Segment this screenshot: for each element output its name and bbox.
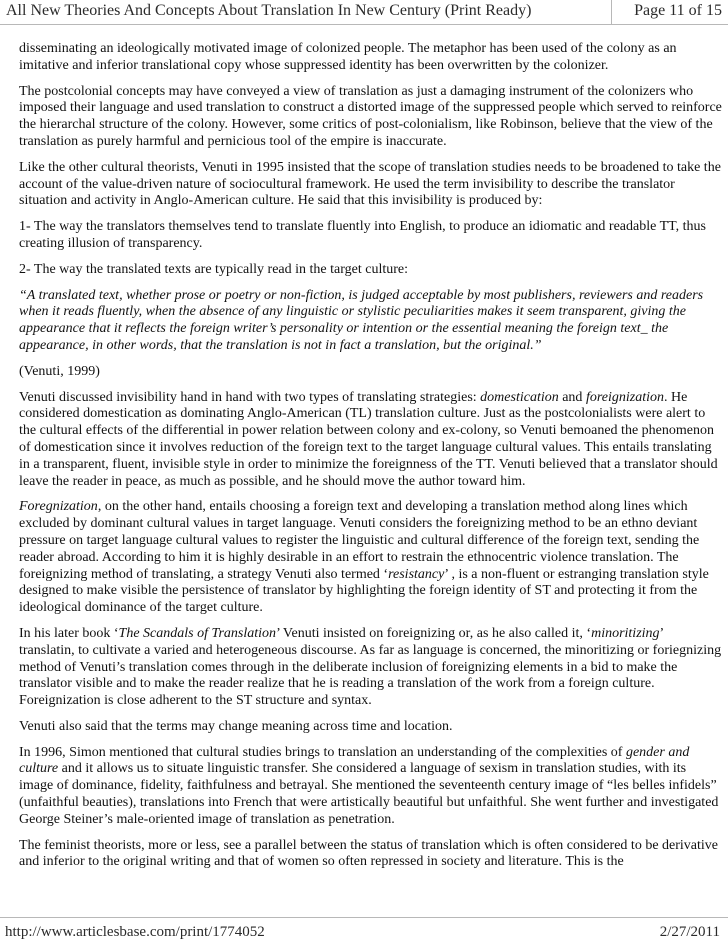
emphasis: resistancy [388, 566, 445, 582]
citation: (Venuti, 1999) [19, 363, 100, 379]
text-run: and it allows us to situate linguistic transfer. She considered a language of sexism in translation studies, with its image of dominance, fidelity, faithfulness and betrayal. She mentioned the seventeenth century image of “les belles infidels” (unfaithful beauties), translations into French that were artistically beautiful but unfaithful. She went further and investigated George Steiner’s male-oriented image of translation as penetration. [19, 761, 719, 827]
text-run: ’ translatin, to cultivate a varied and heterogeneous discourse. As far as language is concerned, the minoritizing or foriegnizing method of Venuti’s translation comes through in the deliberate inclusion of foreignizing elements in a bid to make the translator visible and to make the reader realize that he is reading a translation of the work from a foreign culture. Foreignization is close adherent to the ST structure and syntax. [19, 625, 722, 709]
paragraph: The postcolonial concepts may have conveyed a view of translation as just a damaging instrument of the colonizers who imposed their language and used translation to construct a distorted image of the suppressed people which served to reinforce the hierarchal structure of the colony. However, some critics of post-colonialism, like Robinson, believe that the view of the translation as purely harmful and pernicious tool of the empire is inaccurate. [19, 83, 722, 149]
block-quote [19, 288, 722, 355]
text-run: Venuti discussed invisibility hand in hand with two types of translating strategies: [19, 389, 481, 405]
text-run: . He considered domestication as dominating Anglo-American (TL) translation culture. Just as the postcolonialists were alert to the cultural effects of the differential in power relation between colony and ex-colony, so Venuti bemoaned the phenomenon of domestication since it involves reduction of the foreign text to the target language cultural values. This entails translating in a transparent, fluent, invisible style in order to minimize the foreignness of the TT. Venuti believed that a translator should leave the reader in peace, as much as possible, and he should move the author toward him. [19, 389, 718, 489]
paragraph: 1- The way the translators themselves tend to translate fluently into English, to produce an idiomatic and readable TT, thus creating illusion of transparency. [19, 219, 706, 251]
emphasis: Foregnization [19, 499, 98, 515]
text-run: ’ Venuti insisted on foreignizing or, as he also called it, ‘ [276, 625, 592, 641]
emphasis: gender and culture [19, 744, 690, 777]
page-number: Page 11 of 15 [634, 2, 722, 19]
paragraph: The feminist theorists, more or less, see a parallel between the status of translation which is often considered to be derivative and inferior to the original writing and that of women so often repressed in society and literature. This is the [19, 837, 719, 870]
paragraph: 2- The way the translated texts are typically read in the target culture: [19, 261, 408, 277]
emphasis: foreignization [585, 389, 664, 405]
source-url[interactable]: http://www.articlesbase.com/print/1774052 [5, 924, 265, 940]
paragraph [19, 390, 722, 491]
emphasis: minoritizing [591, 625, 660, 641]
paragraph: Venuti also said that the terms may change meaning across time and location. [19, 718, 453, 734]
paragraph [19, 626, 722, 710]
emphasis: domestication [480, 389, 559, 405]
print-date: 2/27/2011 [659, 924, 720, 940]
paragraph: Like the other cultural theorists, Venuti in 1995 insisted that the scope of translation studies needs to be broadened to take the account of the value-driven nature of sociocultural framework. He used the term invisibility to describe the translator situation and activity in Anglo-American culture. He said that this invisibility is produced by: [19, 159, 721, 209]
document-title: All New Theories And Concepts About Translation In New Century (Print Ready) [6, 2, 532, 19]
paragraph: disseminating an ideologically motivated image of colonized people. The metaphor has been used of the colony as an imitative and inferior translational copy whose suppressed identity has been overwritten by the colonizer. [19, 41, 677, 73]
print-footer [0, 917, 728, 944]
text-run: and [558, 389, 586, 405]
emphasis: The Scandals of Translation [118, 625, 277, 641]
paragraph [19, 499, 722, 617]
article-body [19, 41, 722, 880]
text-run: , on the other hand, entails choosing a foreign text and developing a translation method along lines which excluded by dominant cultural values in target language. Venuti considers the foreignizing method to be an ethno deviant pressure on target language cultural values to register the linguistic and cultural difference of the foreign text, sending the reader abroad. According to him it is highly desirable in an effort to restrain the ethnocentric violence translation. The foreignizing method of translating, a strategy Venuti also termed ‘ [19, 499, 700, 582]
header-divider [611, 0, 612, 24]
print-header [0, 0, 728, 25]
quote-text: “A translated text, whether prose or poetry or non-fiction, is judged acceptable by most publishers, reviewers and readers when it reads fluently, when the absence of any linguistic or stylistic peculiarities makes it seem transparent, giving the appearance that it reflects the foreign writer’s personality or intention or the essential meaning the foreign text_ the appearance, in other words, that the translation is not in fact a translation, but the original.” [19, 287, 704, 353]
text-run: In 1996, Simon mentioned that cultural studies brings to translation an understanding of the complexities of [19, 744, 626, 760]
text-run: In his later book ‘ [19, 625, 119, 641]
text-run: ’ , is a non-fluent or estranging translation style designed to make visible the persistence of translator by highlighting the foreign identity of ST and protecting it from the ideological dominance of the target culture. [19, 566, 709, 616]
paragraph [19, 745, 722, 829]
